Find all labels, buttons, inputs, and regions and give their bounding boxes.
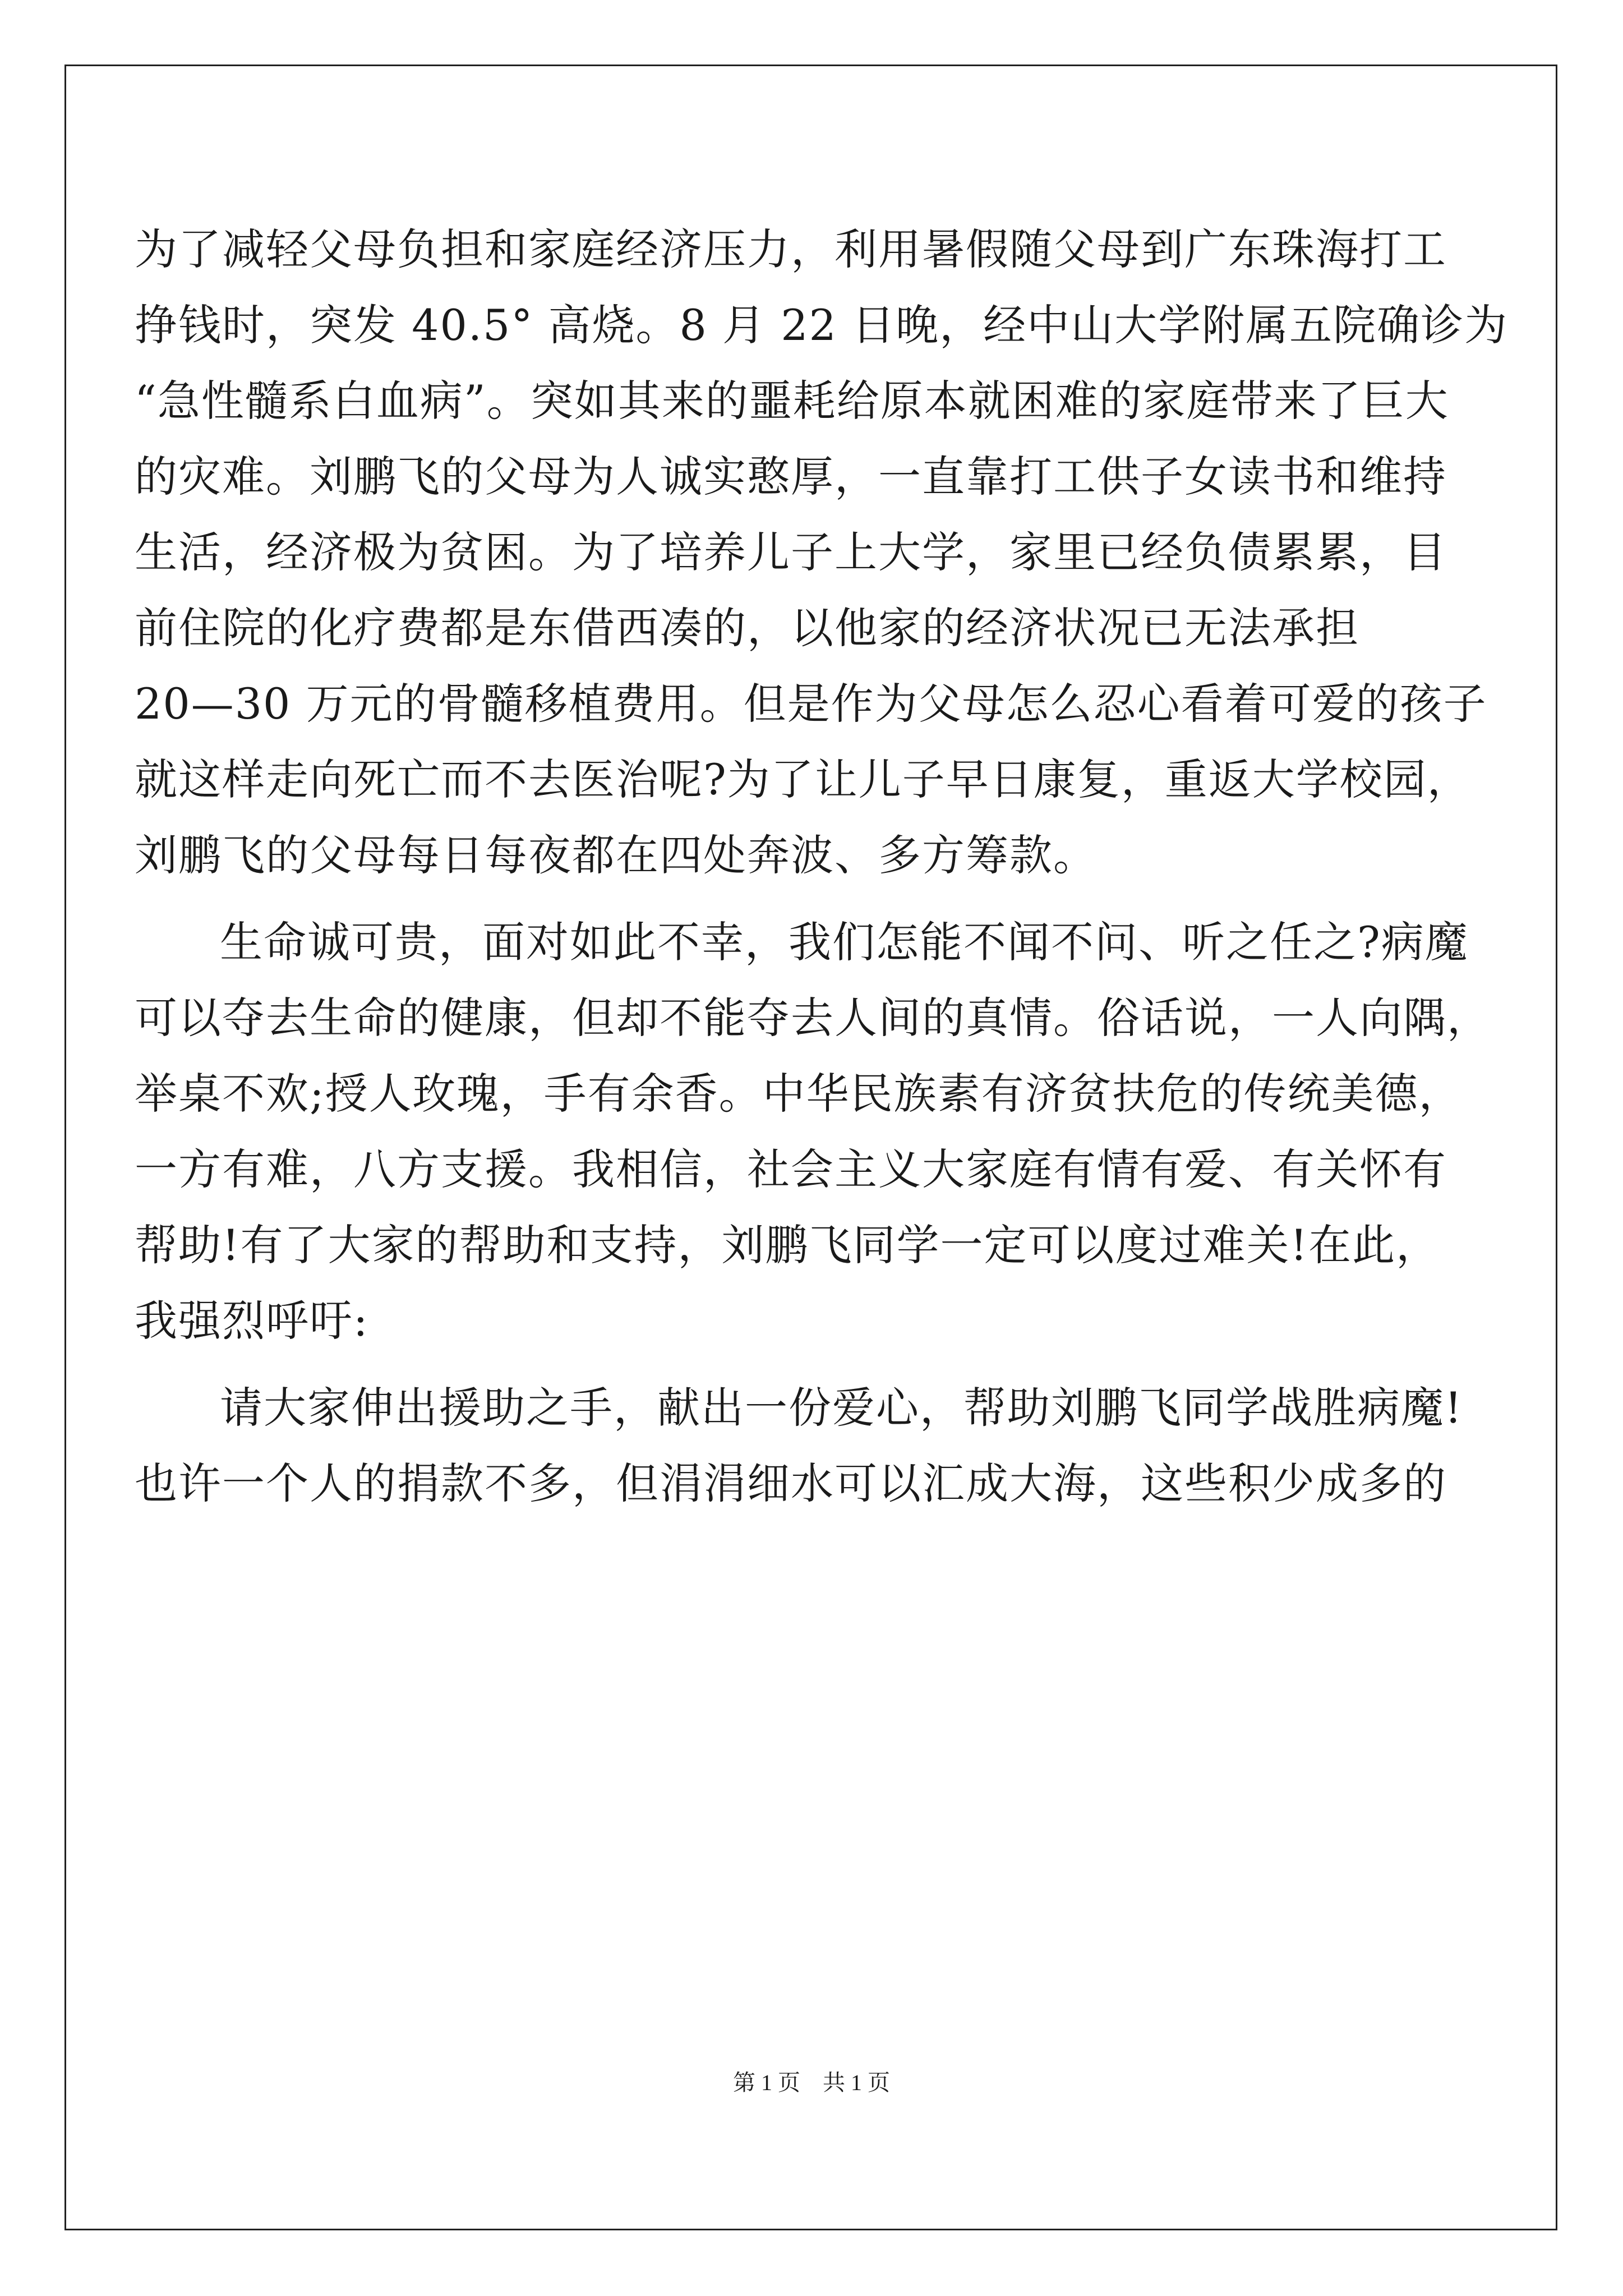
- text-line: 请大家伸出援助之手，献出一份爱心，帮助刘鹏飞同学战胜病魔!: [220, 1383, 1463, 1433]
- text-line: 举桌不欢;授人玫瑰，手有余香。中华民族素有济贫扶危的传统美德，: [135, 1069, 1463, 1119]
- text-line: 生活，经济极为贫困。为了培养儿子上大学，家里已经负债累累，目: [135, 527, 1447, 577]
- text-line: 也许一个人的捐款不多，但涓涓细水可以汇成大海，这些积少成多的: [135, 1458, 1447, 1508]
- text-line: “急性髓系白血病”。突如其来的噩耗给原本就困难的家庭带来了巨大: [135, 376, 1449, 426]
- text-line: 就这样走向死亡而不去医治呢?为了让儿子早日康复，重返大学校园，: [135, 754, 1471, 804]
- page-footer: [0, 2066, 1623, 2100]
- text-line: 可以夺去生命的健康，但却不能夺去人间的真情。俗话说，一人向隅，: [135, 993, 1491, 1043]
- text-line: 一方有难，八方支援。我相信，社会主义大家庭有情有爱、有关怀有: [135, 1144, 1447, 1194]
- page-number: 第 1 页: [733, 2070, 800, 2095]
- text-line: 我强烈呼吁:: [135, 1296, 369, 1346]
- text-line: 20—30 万元的骨髓移植费用。但是作为父母怎么忍心看着可爱的孩子: [135, 679, 1487, 729]
- page-total: 共 1 页: [823, 2070, 890, 2095]
- text-line: 挣钱时，突发 40.5° 高烧。8 月 22 日晚，经中山大学附属五院确诊为: [135, 300, 1509, 350]
- text-line: 刘鹏飞的父母每日每夜都在四处奔波、多方筹款。: [135, 830, 1097, 880]
- text-line: 生命诚可贵，面对如此不幸，我们怎能不闻不问、听之任之?病魔: [220, 917, 1469, 967]
- text-line: 前住院的化疗费都是东借西凑的，以他家的经济状况已无法承担: [135, 603, 1359, 653]
- text-line: 帮助!有了大家的帮助和支持，刘鹏飞同学一定可以度过难关!在此，: [135, 1220, 1440, 1270]
- text-line: 为了减轻父母负担和家庭经济压力，利用暑假随父母到广东珠海打工: [135, 224, 1447, 274]
- text-line: 的灾难。刘鹏飞的父母为人诚实憨厚，一直靠打工供子女读书和维持: [135, 452, 1447, 501]
